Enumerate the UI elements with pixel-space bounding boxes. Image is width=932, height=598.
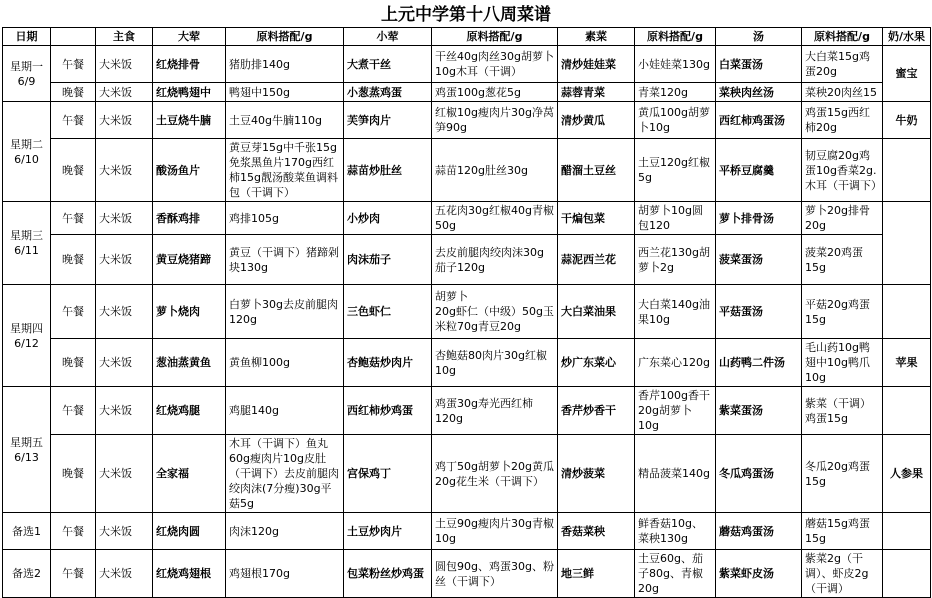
page-title: 上元中学第十八周菜谱 bbox=[381, 5, 551, 25]
soup-dish: 萝卜排骨汤 bbox=[716, 202, 802, 235]
day-label: 星期一 6/9 bbox=[3, 46, 51, 102]
milk-fruit bbox=[883, 285, 931, 339]
side-meat-ingredients: 蒜苗120g肚丝30g bbox=[432, 139, 558, 202]
meal-type: 晚餐 bbox=[51, 235, 96, 285]
main-meat-ingredients: 肉沫120g bbox=[226, 513, 344, 550]
vegetable-ingredients: 广东菜心120g bbox=[635, 339, 716, 387]
soup-ingredients: 韧豆腐20g鸡蛋10g香菜2g.木耳（干调下） bbox=[802, 139, 883, 202]
main-meat-dish: 红烧鸡腿 bbox=[153, 387, 226, 435]
vegetable-dish: 清炒黄瓜 bbox=[558, 102, 635, 139]
column-header bbox=[51, 28, 96, 46]
side-meat-dish: 杏鲍菇炒肉片 bbox=[344, 339, 432, 387]
column-header: 汤 bbox=[716, 28, 802, 46]
side-meat-ingredients: 土豆90g瘦肉片30g青椒10g bbox=[432, 513, 558, 550]
day-label: 星期二 6/10 bbox=[3, 102, 51, 202]
meal-type: 午餐 bbox=[51, 46, 96, 83]
day-label: 星期四 6/12 bbox=[3, 285, 51, 387]
vegetable-ingredients: 黄瓜100g胡萝卜10g bbox=[635, 102, 716, 139]
side-meat-dish: 包菜粉丝炒鸡蛋 bbox=[344, 550, 432, 598]
milk-fruit: 苹果 bbox=[883, 339, 931, 387]
staple-food: 大米饭 bbox=[96, 235, 153, 285]
vegetable-ingredients: 香芹100g香干20g胡萝卜10g bbox=[635, 387, 716, 435]
main-meat-ingredients: 白萝卜30g去皮前腿肉120g bbox=[226, 285, 344, 339]
vegetable-ingredients: 胡萝卜10g圆包120 bbox=[635, 202, 716, 235]
table-row bbox=[3, 339, 931, 387]
soup-dish: 山药鸭二件汤 bbox=[716, 339, 802, 387]
soup-dish: 紫菜蛋汤 bbox=[716, 387, 802, 435]
main-meat-dish: 酸汤鱼片 bbox=[153, 139, 226, 202]
staple-food: 大米饭 bbox=[96, 513, 153, 550]
side-meat-ingredients: 去皮前腿肉绞肉沫30g茄子120g bbox=[432, 235, 558, 285]
side-meat-dish: 大煮干丝 bbox=[344, 46, 432, 83]
soup-ingredients: 萝卜20g排骨20g bbox=[802, 202, 883, 235]
soup-dish: 白菜蛋汤 bbox=[716, 46, 802, 83]
table-row bbox=[3, 513, 931, 550]
main-meat-ingredients: 鸡翅根170g bbox=[226, 550, 344, 598]
milk-fruit bbox=[883, 550, 931, 598]
side-meat-ingredients: 干丝40g肉丝30g胡萝卜10g木耳（干调） bbox=[432, 46, 558, 83]
table-row bbox=[3, 435, 931, 513]
column-header: 主食 bbox=[96, 28, 153, 46]
vegetable-ingredients: 土豆120g红椒5g bbox=[635, 139, 716, 202]
soup-dish: 平桥豆腐羹 bbox=[716, 139, 802, 202]
staple-food: 大米饭 bbox=[96, 387, 153, 435]
meal-type: 晚餐 bbox=[51, 435, 96, 513]
vegetable-dish: 地三鲜 bbox=[558, 550, 635, 598]
column-header: 原料搭配/g bbox=[226, 28, 344, 46]
day-label: 备选2 bbox=[3, 550, 51, 598]
vegetable-ingredients: 鲜香菇10g、菜秧130g bbox=[635, 513, 716, 550]
milk-fruit: 牛奶 bbox=[883, 102, 931, 139]
side-meat-dish: 宫保鸡丁 bbox=[344, 435, 432, 513]
main-meat-dish: 葱油蒸黄鱼 bbox=[153, 339, 226, 387]
soup-dish: 西红柿鸡蛋汤 bbox=[716, 102, 802, 139]
side-meat-ingredients: 鸡丁50g胡萝卜20g黄瓜20g花生米（干调下） bbox=[432, 435, 558, 513]
column-header: 原料搭配/g bbox=[432, 28, 558, 46]
side-meat-dish: 土豆炒肉片 bbox=[344, 513, 432, 550]
column-header: 原料搭配/g bbox=[802, 28, 883, 46]
soup-dish: 菜秧肉丝汤 bbox=[716, 83, 802, 102]
side-meat-dish: 三色虾仁 bbox=[344, 285, 432, 339]
meal-type: 晚餐 bbox=[51, 83, 96, 102]
soup-ingredients: 紫菜2g（干调）、虾皮2g（干调） bbox=[802, 550, 883, 598]
vegetable-dish: 醋溜土豆丝 bbox=[558, 139, 635, 202]
main-meat-ingredients: 鸡排105g bbox=[226, 202, 344, 235]
soup-ingredients: 菜秧20肉丝15 bbox=[802, 83, 883, 102]
main-meat-dish: 香酥鸡排 bbox=[153, 202, 226, 235]
meal-type: 午餐 bbox=[51, 550, 96, 598]
table-row bbox=[3, 550, 931, 598]
milk-fruit: 人参果 bbox=[883, 435, 931, 513]
soup-ingredients: 菠菜20鸡蛋15g bbox=[802, 235, 883, 285]
column-header: 奶/水果 bbox=[883, 28, 931, 46]
vegetable-dish: 香芹炒香干 bbox=[558, 387, 635, 435]
main-meat-dish: 红烧鸡翅根 bbox=[153, 550, 226, 598]
main-meat-ingredients: 鸡腿140g bbox=[226, 387, 344, 435]
milk-fruit bbox=[883, 387, 931, 435]
table-row bbox=[3, 387, 931, 435]
milk-fruit: 蜜宝 bbox=[883, 46, 931, 102]
soup-dish: 紫菜虾皮汤 bbox=[716, 550, 802, 598]
soup-ingredients: 平菇20g鸡蛋15g bbox=[802, 285, 883, 339]
table-row bbox=[3, 46, 931, 83]
main-meat-dish: 红烧排骨 bbox=[153, 46, 226, 83]
column-header: 原料搭配/g bbox=[635, 28, 716, 46]
staple-food: 大米饭 bbox=[96, 435, 153, 513]
vegetable-dish: 大白菜油果 bbox=[558, 285, 635, 339]
soup-dish: 冬瓜鸡蛋汤 bbox=[716, 435, 802, 513]
side-meat-ingredients: 杏鲍菇80肉片30g红椒10g bbox=[432, 339, 558, 387]
side-meat-dish: 小炒肉 bbox=[344, 202, 432, 235]
meal-type: 午餐 bbox=[51, 202, 96, 235]
side-meat-dish: 西红柿炒鸡蛋 bbox=[344, 387, 432, 435]
main-meat-dish: 红烧鸭翅中 bbox=[153, 83, 226, 102]
main-meat-ingredients: 鸭翅中150g bbox=[226, 83, 344, 102]
staple-food: 大米饭 bbox=[96, 139, 153, 202]
main-meat-dish: 红烧肉圆 bbox=[153, 513, 226, 550]
soup-ingredients: 蘑菇15g鸡蛋15g bbox=[802, 513, 883, 550]
main-meat-ingredients: 黄鱼柳100g bbox=[226, 339, 344, 387]
column-header: 素菜 bbox=[558, 28, 635, 46]
vegetable-ingredients: 西兰花130g胡萝卜2g bbox=[635, 235, 716, 285]
staple-food: 大米饭 bbox=[96, 202, 153, 235]
vegetable-dish: 清炒菠菜 bbox=[558, 435, 635, 513]
meal-type: 午餐 bbox=[51, 102, 96, 139]
table-row bbox=[3, 139, 931, 202]
vegetable-ingredients: 大白菜140g油果10g bbox=[635, 285, 716, 339]
day-label: 星期五 6/13 bbox=[3, 387, 51, 513]
side-meat-dish: 小葱蒸鸡蛋 bbox=[344, 83, 432, 102]
main-meat-dish: 全家福 bbox=[153, 435, 226, 513]
table-row bbox=[3, 102, 931, 139]
column-header: 小荤 bbox=[344, 28, 432, 46]
vegetable-dish: 清炒娃娃菜 bbox=[558, 46, 635, 83]
vegetable-ingredients: 土豆60g、茄子80g、青椒20g bbox=[635, 550, 716, 598]
side-meat-dish: 芙笋肉片 bbox=[344, 102, 432, 139]
main-meat-ingredients: 猪肋排140g bbox=[226, 46, 344, 83]
soup-ingredients: 冬瓜20g鸡蛋15g bbox=[802, 435, 883, 513]
table-row bbox=[3, 202, 931, 235]
side-meat-ingredients: 五花肉30g红椒40g青椒50g bbox=[432, 202, 558, 235]
vegetable-ingredients: 精品菠菜140g bbox=[635, 435, 716, 513]
side-meat-ingredients: 鸡蛋30g寿光西红柿120g bbox=[432, 387, 558, 435]
main-meat-dish: 黄豆烧猪蹄 bbox=[153, 235, 226, 285]
staple-food: 大米饭 bbox=[96, 46, 153, 83]
side-meat-ingredients: 胡萝卜 20g虾仁（中级）50g玉米粒70g青豆20g bbox=[432, 285, 558, 339]
soup-ingredients: 紫菜（干调）鸡蛋15g bbox=[802, 387, 883, 435]
soup-ingredients: 毛山药10g鸭翅中10g鸭爪10g bbox=[802, 339, 883, 387]
vegetable-dish: 炒广东菜心 bbox=[558, 339, 635, 387]
meal-type: 晚餐 bbox=[51, 339, 96, 387]
vegetable-dish: 蒜蓉青菜 bbox=[558, 83, 635, 102]
vegetable-dish: 干煸包菜 bbox=[558, 202, 635, 235]
side-meat-dish: 蒜苗炒肚丝 bbox=[344, 139, 432, 202]
meal-type: 午餐 bbox=[51, 513, 96, 550]
side-meat-ingredients: 鸡蛋100g葱花5g bbox=[432, 83, 558, 102]
staple-food: 大米饭 bbox=[96, 550, 153, 598]
vegetable-ingredients: 小娃娃菜130g bbox=[635, 46, 716, 83]
table-row bbox=[3, 235, 931, 285]
main-meat-ingredients: 黄豆（干调下）猪蹄剁块130g bbox=[226, 235, 344, 285]
day-label: 备选1 bbox=[3, 513, 51, 550]
vegetable-ingredients: 青菜120g bbox=[635, 83, 716, 102]
meal-type: 午餐 bbox=[51, 387, 96, 435]
table-row bbox=[3, 83, 931, 102]
soup-dish: 菠菜蛋汤 bbox=[716, 235, 802, 285]
table-row bbox=[3, 285, 931, 339]
side-meat-ingredients: 圆包90g、鸡蛋30g、粉丝（干调下） bbox=[432, 550, 558, 598]
staple-food: 大米饭 bbox=[96, 83, 153, 102]
soup-dish: 平菇蛋汤 bbox=[716, 285, 802, 339]
column-header: 大荤 bbox=[153, 28, 226, 46]
meal-type: 午餐 bbox=[51, 285, 96, 339]
soup-ingredients: 鸡蛋15g西红柿20g bbox=[802, 102, 883, 139]
header-row bbox=[3, 28, 931, 46]
staple-food: 大米饭 bbox=[96, 102, 153, 139]
day-label: 星期三 6/11 bbox=[3, 202, 51, 285]
milk-fruit bbox=[883, 139, 931, 202]
main-meat-dish: 土豆烧牛腩 bbox=[153, 102, 226, 139]
main-meat-ingredients: 黄豆芽15g中千张15g免浆黑鱼片170g西红柿15g靓汤酸菜鱼调料包（干调下） bbox=[226, 139, 344, 202]
meal-type: 晚餐 bbox=[51, 139, 96, 202]
side-meat-dish: 肉沫茄子 bbox=[344, 235, 432, 285]
column-header: 日期 bbox=[3, 28, 51, 46]
main-meat-ingredients: 土豆40g牛腩110g bbox=[226, 102, 344, 139]
soup-dish: 蘑菇鸡蛋汤 bbox=[716, 513, 802, 550]
vegetable-dish: 蒜泥西兰花 bbox=[558, 235, 635, 285]
menu-table bbox=[2, 27, 931, 598]
main-meat-ingredients: 木耳（干调下）鱼丸60g瘦肉片10g皮肚（干调下）去皮前腿肉绞肉沫(7分瘦)30g平菇5g bbox=[226, 435, 344, 513]
milk-fruit bbox=[883, 202, 931, 285]
soup-ingredients: 大白菜15g鸡蛋20g bbox=[802, 46, 883, 83]
side-meat-ingredients: 红椒10g瘦肉片30g净莴笋90g bbox=[432, 102, 558, 139]
main-meat-dish: 萝卜烧肉 bbox=[153, 285, 226, 339]
milk-fruit bbox=[883, 513, 931, 550]
vegetable-dish: 香菇菜秧 bbox=[558, 513, 635, 550]
staple-food: 大米饭 bbox=[96, 285, 153, 339]
staple-food: 大米饭 bbox=[96, 339, 153, 387]
